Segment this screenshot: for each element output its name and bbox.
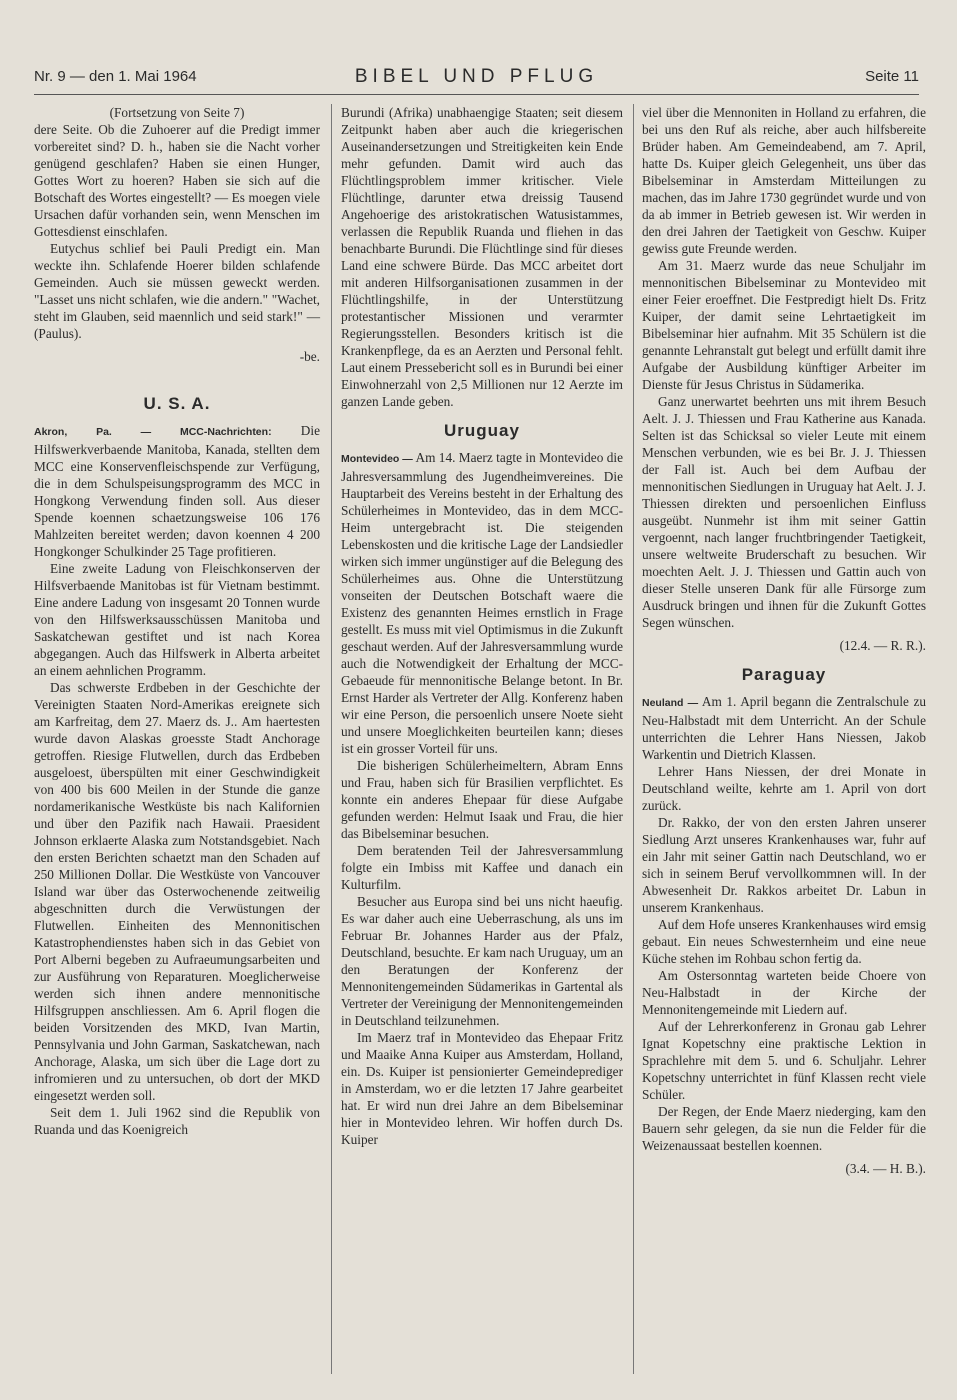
paragraph: Besucher aus Europa sind bei uns nicht haeufig. Es war daher auch eine Ueberraschung, als uns im Februar Br. Johannes Harder aus der Pfalz, Deutschland, besuchte. Er kam nach Uruguay, um an den Beratungen der Konferenz der Mennonitengemeinden Südamerikas in Gartental als Vertreter der Vereinigung der Mennonitengemeinden in Deutschland teilzunehmen.	[341, 894, 623, 1028]
paragraph: Am 31. Maerz wurde das neue Schuljahr im mennonitischen Bibelseminar zu Montevideo mit einer Feier eroeffnet. Die Festpredigt hielt Ds. Fritz Kuiper, der damit seine Lehrtaetigkeit im Bibelseminar hier aufnahm. Mit 35 Schülern ist die genannte Lehranstalt gut belegt und erfüllt damit ihre Aufgabe der Ausbildung künftiger Arbeiter im Dienste für Jesus Christus in Südamerika.	[642, 258, 926, 392]
dateline: Neuland —	[642, 697, 699, 709]
author-signature: (12.4. — R. R.).	[839, 638, 926, 653]
paragraph: Eine zweite Ladung von Fleischkonserven der Hilfsverbaende Manitobas ist für Vietnam bestimmt. Eine andere Ladung von insgesamt 20 Tonnen wurde von den Hilfswerksausschüssen Manitoba und Saskatchewan gestiftet und ist nach Korea abgegangen. Auch das Hilfswerk in Alberta arbeitet an einem aehnlichen Programm.	[34, 561, 320, 678]
paragraph: Montevideo — Am 14. Maerz tagte in Montevideo die Jahresversammlung des Jugendheimvereines. Die Hauptarbeit des Vereins besteht in der Erhaltung des Schülerheimes in Montevideo, das in dem MCC-Heim untergebracht ist. Die steigenden Lebenskosten und die kritische Lage der Landsiedler wirken sich immer ungünstiger auf die Belegung des Schülerheimes aus. Ohne die Unterstützung vonseiten der Deutschen Botschaft waere die Existenz des genannten Heimes ernstlich in Frage gestellt. Es muss mit viel Optimismus in die Zukunft geschaut werden. Auf der Jahresversammlung wurde auch die Notwendigkeit der Erhaltung der MCC-Gebaeude für mennonitische Belange betont. In Br. Ernst Harder als Vertreter der Allg. Konferenz haben wir eine Person, die persoenlich unsere Noete sieht und unsere Moeglichkeiten beurteilen kann; dieses ist ein grosser Vorteil für uns.	[341, 450, 623, 756]
paragraph: dere Seite. Ob die Zuhoerer auf die Predigt immer vorbereitet sind? D. h., haben sie die Nacht vorher genügend geschlafen? Haben sie einen Hunger, Gottes Wort zu hoeren? Haben sie sich auf die Botschaft des Wortes eingestellt? — Es moegen viele Ursachen dafür vorhanden sein, wenn Menschen im Gottesdienst einschlafen.	[34, 122, 320, 239]
author-signature: -be.	[299, 349, 320, 364]
column-1	[34, 104, 320, 1138]
newspaper-title: BIBEL UND PFLUG	[354, 66, 599, 87]
paragraph: Akron, Pa. — MCC-Nachrichten: Die Hilfswerkverbaende Manitoba, Kanada, stellten dem MCC eine Konservenfleischspende zur Verfügung, die in dem Schulspeisungsprogramm des MCC in Hongkong Verwendung finden soll. Aus dieser Spende koennen schaetzungsweise 106 176 Mahlzeiten bereitet werden; davon koennen 4 200 Hongkonger Schulkinder 25 Tage profitieren.	[34, 423, 320, 559]
paragraph: Auf dem Hofe unseres Krankenhauses wird emsig gebaut. Ein neues Schwesternheim und eine neue Küche stehen im Rohbau schon fertig da.	[642, 917, 926, 966]
author-signature: (3.4. — H. B.).	[845, 1161, 926, 1176]
paragraph: Im Maerz traf in Montevideo das Ehepaar Fritz und Maaike Anna Kuiper aus Amsterdam, Holland, ein. Ds. Kuiper ist pensionierter Gemeindeprediger in Amsterdam, wo er die letzten 17 Jahre gearbeitet hat. Er wird nun drei Jahre an dem Bibelseminar hier in Montevideo lehren. Wir hoffen durch Ds. Kuiper	[341, 1030, 623, 1147]
paragraph: Lehrer Hans Niessen, der drei Monate in Deutschland weilte, kehrte am 1. April von dort zurück.	[642, 764, 926, 813]
column-divider	[331, 104, 332, 1374]
paragraph: Das schwerste Erdbeben in der Geschichte der Vereinigten Staaten Nord-Amerikas ereignete sich am Karfreitag, dem 27. Maerz ds. J.. Am haertesten wurde davon Alaskas groesste Stadt Anchorage getroffen. Riesige Flutwellen, durch das Erdbeben ausgeloest, überspülten mit einer Geschwindigkeit von 400 bis 600 Meilen in der Stunde die ganze nordamerikanische Westküste bis nach Kalifornien und über den Pazifik nach Hawaii. Praesident Johnson erklaerte Alaska zum Notstandsgebiet. Nach den ersten Berichten schaetzt man den Schaden auf 250 Millionen Dollar. Die Westküste von Vancouver Island war über das Osterwochenende zeitweilig abgeschnitten durch die Verwüstungen der Flutwellen. Einheiten des Mennonitischen Katastrophendienstes haben sich in das Gebiet von Port Alberni begeben zu Aufraeumungsarbeiten und zur Ausführung von Reparaturen. Moeglicherweise werden sich ihnen andere mennonitische Hilfsgruppen anschliessen. Am 6. April flogen die beiden Vorsitzenden des MKD, Ivan Martin, Pennsylvania und John Garman, Saskatchewan, nach Anchorage, Alaska, um sich über die Lage dort zu infromieren und zu untersuchen, ob dort der MKD eingesetzt werden soll.	[34, 680, 320, 1103]
column-divider	[633, 104, 634, 1374]
paragraph: Die bisherigen Schülerheimeltern, Abram Enns und Frau, haben sich für Brasilien verpflichtet. Es konnte ein anderes Ehepaar für diese Aufgabe gefunden werden: Helmut Isaak und Frau, die hier das Bibelseminar besuchen.	[341, 758, 623, 841]
paragraph: Eutychus schlief bei Pauli Predigt ein. Man weckte ihn. Schlafende Hoerer bilden schlafende Gemeinden. Auch sie müssen geweckt werden. "Lasset uns nicht schlafen, wie die andern." "Wachet, steht im Glauben, seid maennlich und seid stark!" — (Paulus).	[34, 241, 320, 341]
continuation-note: (Fortsetzung von Seite 7)	[109, 105, 245, 120]
paragraph: Am Ostersonntag warteten beide Choere von Neu-Halbstadt in der Kirche der Mennonitengemeinde mit Liedern auf.	[642, 968, 926, 1017]
issue-date: Nr. 9 — den 1. Mai 1964	[34, 68, 197, 85]
dateline: Akron, Pa. — MCC-Nachrichten:	[34, 426, 272, 438]
section-heading-paraguay: Paraguay	[741, 665, 827, 684]
page-header	[34, 64, 919, 95]
column-3	[642, 104, 926, 1177]
paragraph: Dr. Rakko, der von den ersten Jahren unserer Siedlung Arzt unseres Krankenhauses war, fuhr auf ein Jahr mit seiner Gattin nach Deutschland, wo er sich in seinem Beruf vervollkommnen will. In der Abwesenheit Dr. Rakkos arbeitet Dr. Labun in unserem Krankenhaus.	[642, 815, 926, 915]
paragraph: Burundi (Afrika) unabhaengige Staaten; seit diesem Zeitpunkt haben aber auch die kriegerischen Auseinandersetzungen und Streitigkeiten kein Ende mehr gefunden. Damit wird auch das Flüchtlingsproblem immer kritischer. Viele Flüchtlinge, darunter etwa dreissig Tausend Angehoerige des aristokratischen Watusistammes, verlassen die Republik Ruanda und fliehen in das benachbarte Burundi. Die Flüchtlinge sind für dieses Land eine schwere Bürde. Das MCC arbeitet dort mit anderen Hilfsorganisationen zusammen in der Flüchtlingshilfe, in der Unterstützung protestantischer Missionen und verarmter Regierungsstellen. Besonders kritisch ist die Krankenpflege, da es an Aerzten und Personal fehlt. Laut einem Pressebericht soll es in Burundi bei einer Einwohnerzahl von 2,5 Millionen nur 12 Aerzte im ganzen Lande geben.	[341, 105, 623, 409]
paragraph: Der Regen, der Ende Maerz niederging, kam den Bauern sehr gelegen, da sie nun die Felder für die Weizenaussaat bestellen koennen.	[642, 1104, 926, 1153]
column-2	[341, 104, 623, 1148]
dateline: Montevideo —	[341, 453, 413, 465]
section-heading-usa: U. S. A.	[143, 394, 211, 413]
section-heading-uruguay: Uruguay	[444, 421, 520, 440]
paragraph: Auf der Lehrerkonferenz in Gronau gab Lehrer Ignat Kopetschny eine praktische Lektion in Sprachlehre mit dem 5. und 6. Schuljahr. Lehrer Kopetschny unterrichtet in fünf Klassen recht viele Schüler.	[642, 1019, 926, 1102]
paragraph: Ganz unerwartet beehrten uns mit ihrem Besuch Aelt. J. J. Thiessen und Frau Katherine aus Kanada. Selten ist das Schicksal so vieler Leute mit einem Menschen verbunden, wie es bei Br. J. J. Thiessen der Fall ist. Auch bei dem Aufbau der mennonitischen Siedlungen in Uruguay hat Aelt. J. J. Thiessen direkten und persoenlichen Einfluss ausgeübt. Nunmehr ist ihm mit seiner Gattin vergoennt, nach langer fruchtbringender Taetigkeit, unsere weltweite Bruderschaft zu besuchen. Wir moechten Aelt. J. J. Thiessen und Gattin auch von dieser Stelle unseren Dank für alle Fürsorge zum Ausdruck bringen und ihnen für die Zukunft Gottes Segen wünschen.	[642, 394, 926, 630]
paragraph: Seit dem 1. Juli 1962 sind die Republik von Ruanda und das Koenigreich	[34, 1105, 320, 1137]
paragraph: Neuland — Am 1. April begann die Zentralschule zu Neu-Halbstadt mit dem Unterricht. An der Schule unterrichten die Lehrer Hans Niessen, Jakob Warkentin und Dietrich Klassen.	[642, 694, 927, 762]
paragraph: Dem beratenden Teil der Jahresversammlung folgte ein Imbiss mit Kaffee und danach ein Kulturfilm.	[341, 843, 623, 892]
page-number: Seite 11	[865, 68, 919, 85]
paragraph: viel über die Mennoniten in Holland zu erfahren, die bei uns den Ruf als reiche, aber auch hilfsbereite Brüder haben. Am Gemeindeabend, am 7. April, hatte Ds. Kuiper gleich Gelegenheit, uns über das Bibelseminar in Amsterdam Mitteilungen zu machen, das im Jahre 1730 gegründet wurde und von da ab immer in Betrieb gewesen ist. Wir werden in den drei Jahren der Taetigkeit von Geschw. Kuiper gewiss gute Freunde werden.	[642, 105, 926, 256]
